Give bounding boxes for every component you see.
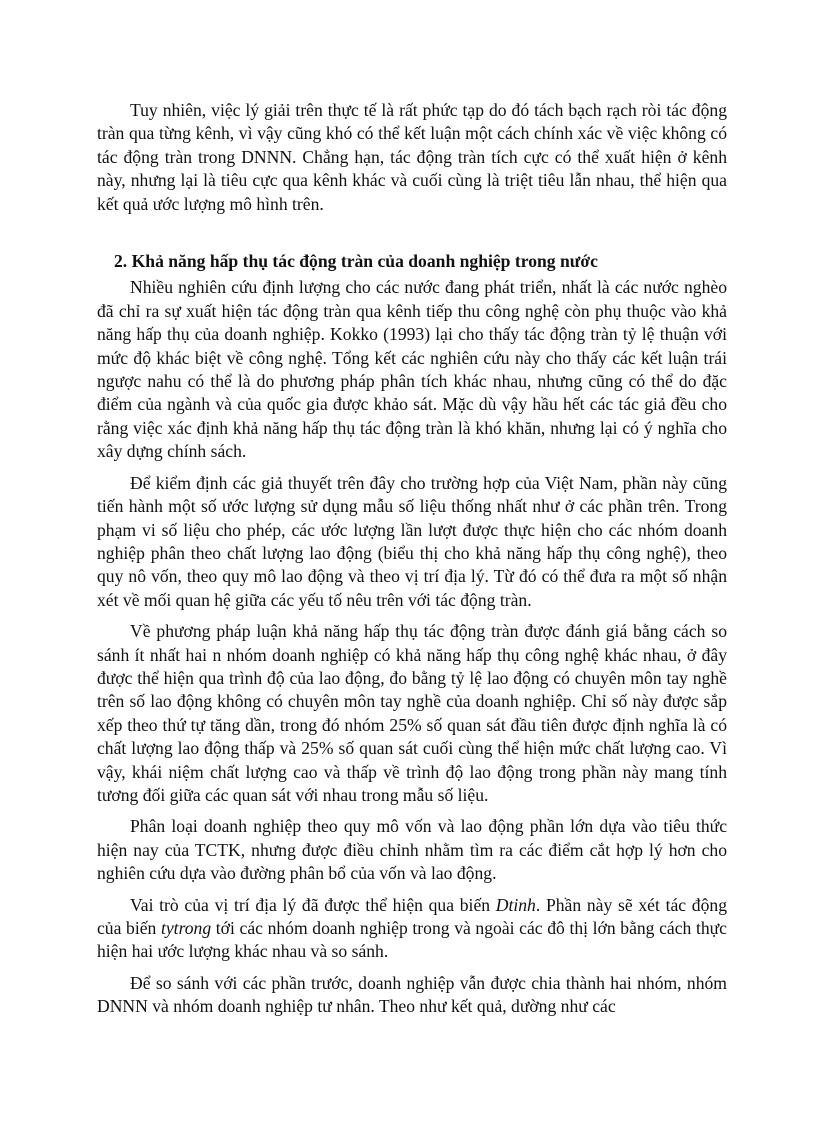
paragraph-classification: Phân loại doanh nghiệp theo quy mô vốn và lao động phần lớn dựa vào tiêu thức hiện nay của TCTK, nhưng được điều chỉnh nhằm tìm ra các điểm cắt hợp lý hơn cho nghiên cứu dựa vào đường phân bổ của vốn và lao động. bbox=[97, 816, 727, 884]
paragraph-methodology: Về phương pháp luận khả năng hấp thụ tác động tràn được đánh giá bằng cách so sánh ít nhất hai n nhóm doanh nghiệp có khả năng hấp thụ công nghệ khác nhau, ở đây được thể hiện qua trình độ của lao động, đo bằng tỷ lệ lao động có chuyên môn tay nghề trên số lao động không có chuyên môn tay nghề của doanh nghiệp. Chỉ số này được sắp xếp theo thứ tự tăng dần, trong đó nhóm 25% số quan sát đầu tiên được định nghĩa là có chất lượng lao động thấp và 25% số quan sát cuối cùng thể hiện mức chất lượng cao. Vì vậy, khái niệm chất lượng cao và thấp về trình độ lao động trong phần này mang tính tương đối giữa các quan sát với nhau trong mẫu số liệu. bbox=[97, 621, 727, 805]
paragraph-intro: Tuy nhiên, việc lý giải trên thực tế là rất phức tạp do đó tách bạch rạch ròi tác động tràn qua từng kênh, vì vậy cũng khó có thể kết luận một cách chính xác về việc không có tác động tràn trong DNNN. Chẳng hạn, tác động tràn tích cực có thể xuất hiện ở kênh này, nhưng lại là tiêu cực qua kênh khác và cuối cùng là triệt tiêu lẫn nhau, thể hiện qua kết quả ước lượng mô hình trên. bbox=[97, 100, 727, 214]
paragraph-comparison: Để so sánh với các phần trước, doanh nghiệp vẫn được chia thành hai nhóm, nhóm DNNN và nhóm doanh nghiệp tư nhân. Theo như kết quả, dường như các bbox=[97, 972, 727, 1017]
document-page bbox=[97, 99, 727, 1027]
paragraph-location bbox=[97, 894, 727, 964]
variable-dtinh: Dtinh bbox=[495, 894, 536, 915]
section-heading: 2. Khả năng hấp thụ tác động tràn của doanh nghiệp trong nước bbox=[114, 251, 598, 272]
text-segment: . Phần này sẽ xét tác động của biến bbox=[97, 894, 727, 938]
paragraph-hypothesis-test: Để kiểm định các giả thuyết trên đây cho trường hợp của Việt Nam, phần này cũng tiến hành một số ước lượng sử dụng mẫu số liệu thống nhất như ở các phần trên. Trong phạm vi số liệu cho phép, các ước lượng lần lượt được thực hiện cho các nhóm doanh nghiệp phân theo chất lượng lao động (biểu thị cho khả năng hấp thụ công nghệ), theo quy nô vốn, theo quy mô lao động và theo vị trí địa lý. Từ đó có thể đưa ra một số nhận xét về mối quan hệ giữa các yếu tố nêu trên với tác động tràn. bbox=[97, 472, 727, 610]
variable-tytrong: tytrong bbox=[160, 918, 212, 938]
text-segment: tới các nhóm doanh nghiệp trong và ngoài các đô thị lớn bằng cách thực hiện hai ước lượng khác nhau và so sánh. bbox=[97, 918, 727, 962]
text-segment: Vai trò của vị trí địa lý đã được thể hiện qua biến bbox=[130, 894, 496, 915]
paragraph-research-review: Nhiều nghiên cứu định lượng cho các nước đang phát triển, nhất là các nước nghèo đã chỉ ra sự xuất hiện tác động tràn qua kênh tiếp thu công nghệ còn phụ thuộc vào khả năng hấp thụ của doanh nghiệp. Kokko (1993) lại cho thấy tác động tràn tỷ lệ thuận với mức độ khác biệt về công nghệ. Tổng kết các nghiên cứu này cho thấy các kết luận trái ngược nahu có thể là do phương pháp phân tích khác nhau, nhưng cũng có thể do đặc điểm của ngành và của quốc gia được khảo sát. Mặc dù vậy hầu hết các tác giả đều cho rằng việc xác định khả năng hấp thụ tác động tràn là khó khăn, nhưng lại có ý nghĩa cho xây dựng chính sách. bbox=[97, 277, 727, 462]
